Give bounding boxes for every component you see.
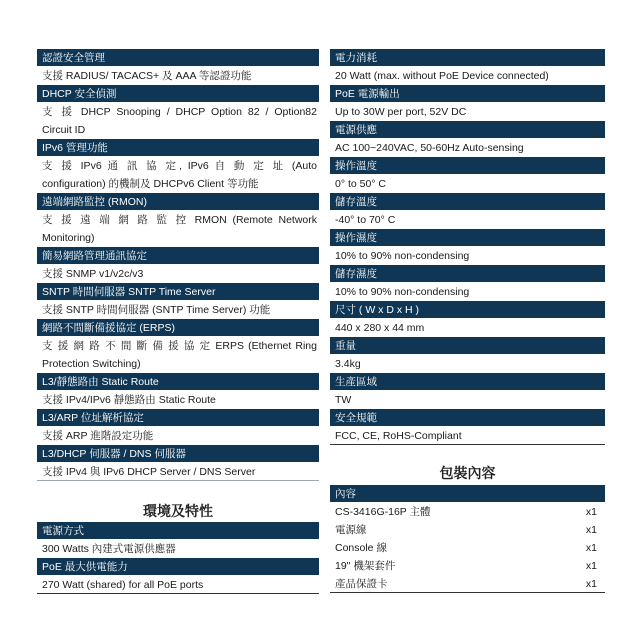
spec-header-dhcp-snooping: DHCP 安全偵測 [37, 85, 319, 103]
spec-value-arp: 支援 ARP 進階設定功能 [37, 427, 319, 445]
env-value-power-method: 300 Watts 內建式電源供應器 [37, 540, 319, 558]
spec-header-sntp: SNTP 時間伺服器 SNTP Time Server [37, 283, 319, 301]
env-header-poe-budget: PoE 最大供電能力 [37, 558, 319, 576]
spec-value-sntp: 支援 SNTP 時間伺服器 (SNTP Time Server) 功能 [37, 301, 319, 319]
spec-value-erps-2: Protection Switching) [37, 355, 319, 373]
right-spec-table [330, 49, 605, 445]
spec-header-op-temp: 操作溫度 [330, 157, 605, 175]
spec-value-dimensions: 440 x 280 x 44 mm [330, 319, 605, 337]
package-item-qty: x1 [585, 560, 597, 572]
spec-header-ipv6: IPv6 管理功能 [37, 139, 319, 157]
package-item [330, 521, 605, 539]
environment-table [37, 522, 319, 594]
package-item-qty: x1 [585, 506, 597, 518]
spec-value-power-supply: AC 100~240VAC, 50-60Hz Auto-sensing [330, 139, 605, 157]
spec-value-auth: 支援 RADIUS/ TACACS+ 及 AAA 等認證功能 [37, 67, 319, 85]
spec-value-power-consumption: 20 Watt (max. without PoE Device connected) [330, 67, 605, 85]
spec-value-origin: TW [330, 391, 605, 409]
spec-value-dhcp-snooping-2: Circuit ID [37, 121, 319, 139]
package-item [330, 575, 605, 593]
spec-header-weight: 重量 [330, 337, 605, 355]
spec-header-storage-humidity: 儲存濕度 [330, 265, 605, 283]
package-item-name: 電源線 [335, 524, 367, 536]
spec-value-dhcp-dns: 支援 IPv4 與 IPv6 DHCP Server / DNS Server [37, 463, 319, 481]
env-header-power-method: 電源方式 [37, 522, 319, 540]
package-header: 內容 [330, 485, 605, 503]
spec-value-rmon-2: Monitoring) [37, 229, 319, 247]
spec-value-dhcp-snooping-1: 支 援 DHCP Snooping / DHCP Option 82 / Option82 [37, 103, 319, 121]
spec-header-safety: 安全規範 [330, 409, 605, 427]
package-table [330, 485, 605, 593]
package-item-name: CS-3416G-16P 主體 [335, 506, 431, 518]
spec-header-auth: 認證安全管理 [37, 49, 319, 67]
spec-header-dhcp-dns: L3/DHCP 伺服器 / DNS 伺服器 [37, 445, 319, 463]
package-item-qty: x1 [585, 578, 597, 590]
package-item [330, 503, 605, 521]
spec-header-origin: 生產區域 [330, 373, 605, 391]
spec-header-poe-output: PoE 電源輸出 [330, 85, 605, 103]
spec-header-static-route: L3/靜態路由 Static Route [37, 373, 319, 391]
spec-header-snmp: 簡易網路管理通訊協定 [37, 247, 319, 265]
spec-header-power-consumption: 電力消耗 [330, 49, 605, 67]
spec-value-erps-1: 支 援 網 路 不 間 斷 備 援 協 定 ERPS (Ethernet Ring [37, 337, 319, 355]
spec-value-static-route: 支援 IPv4/IPv6 靜態路由 Static Route [37, 391, 319, 409]
spec-header-storage-temp: 儲存溫度 [330, 193, 605, 211]
spec-header-power-supply: 電源供應 [330, 121, 605, 139]
spec-value-poe-output: Up to 30W per port, 52V DC [330, 103, 605, 121]
package-item-name: Console 線 [335, 542, 387, 554]
spec-header-op-humidity: 操作濕度 [330, 229, 605, 247]
spec-value-snmp: 支援 SNMP v1/v2c/v3 [37, 265, 319, 283]
package-item-name: 19" 機架套件 [335, 560, 396, 572]
section-title-environment: 環境及特性 [143, 503, 213, 519]
left-spec-table [37, 49, 319, 481]
section-title-package: 包裝內容 [439, 465, 496, 481]
package-item-name: 產品保證卡 [335, 578, 388, 590]
spec-value-storage-temp: -40° to 70° C [330, 211, 605, 229]
package-item-qty: x1 [585, 542, 597, 554]
spec-value-safety: FCC, CE, RoHS-Compliant [330, 427, 605, 445]
package-item-qty: x1 [585, 524, 597, 536]
spec-value-rmon-1: 支 援 遠 端 網 路 監 控 RMON (Remote Network [37, 211, 319, 229]
spec-value-ipv6-2: configuration) 的機制及 DHCPv6 Client 等功能 [37, 175, 319, 193]
spec-header-erps: 網路不間斷備援協定 (ERPS) [37, 319, 319, 337]
spec-value-op-humidity: 10% to 90% non-condensing [330, 247, 605, 265]
spec-value-storage-humidity: 10% to 90% non-condensing [330, 283, 605, 301]
spec-value-weight: 3.4kg [330, 355, 605, 373]
spec-header-arp: L3/ARP 位址解析協定 [37, 409, 319, 427]
env-value-poe-budget: 270 Watt (shared) for all PoE ports [37, 576, 319, 594]
package-item [330, 557, 605, 575]
spec-header-rmon: 遠端網路監控 (RMON) [37, 193, 319, 211]
spec-value-ipv6-1: 支 援 IPv6 通 訊 協 定, IPv6 自 動 定 址 (Auto [37, 157, 319, 175]
package-item [330, 539, 605, 557]
spec-header-dimensions: 尺寸 ( W x D x H ) [330, 301, 605, 319]
spec-value-op-temp: 0° to 50° C [330, 175, 605, 193]
